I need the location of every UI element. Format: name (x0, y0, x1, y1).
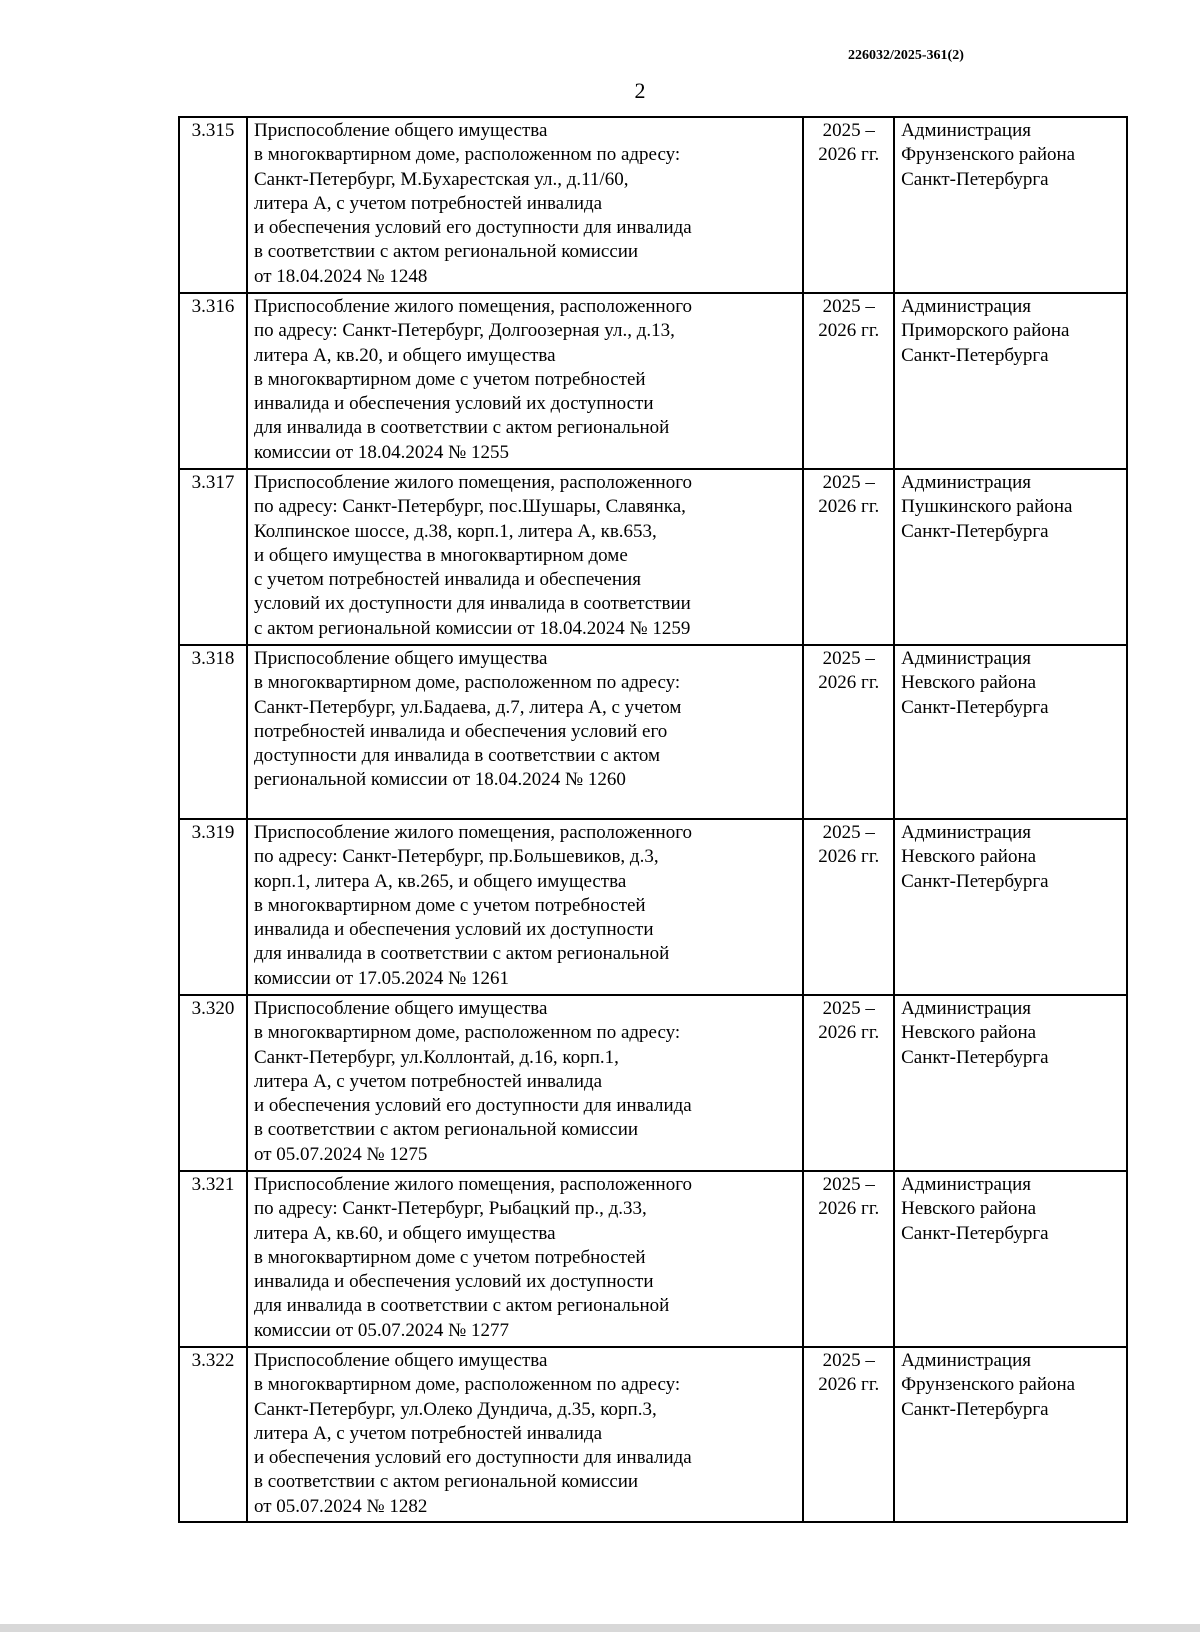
item-number: 3.317 (179, 469, 247, 645)
item-description: Приспособление общего имущества в многоквартирном доме, расположенном по адресу: Санкт-Петербург, ул.Бадаева, д.7, литера А, с учетом потребностей инвалида и обеспечения условий его доступности для инвалида в соответствии с актом региональной комиссии от 18.04.2024 № 1260 (247, 645, 803, 819)
item-description: Приспособление жилого помещения, расположенного по адресу: Санкт-Петербург, пос.Шушары, Славянка, Колпинское шоссе, д.38, корп.1, литера А, кв.653, и общего имущества в многоквартирном доме с учетом потребностей инвалида и обеспечения условий их доступности для инвалида в соответствии с актом региональной комиссии от 18.04.2024 № 1259 (247, 469, 803, 645)
item-number: 3.322 (179, 1347, 247, 1522)
item-executor: Администрация Фрунзенского района Санкт-Петербурга (894, 117, 1127, 293)
item-executor: Администрация Фрунзенского района Санкт-Петербурга (894, 1347, 1127, 1522)
item-number: 3.318 (179, 645, 247, 819)
table-row (179, 645, 1127, 819)
item-number: 3.319 (179, 819, 247, 995)
table-row (179, 293, 1127, 469)
item-executor: Администрация Невского района Санкт-Петербурга (894, 645, 1127, 819)
item-description: Приспособление общего имущества в многоквартирном доме, расположенном по адресу: Санкт-Петербург, ул.Коллонтай, д.16, корп.1, литера А, с учетом потребностей инвалида и обеспечения условий его доступности для инвалида в соответствии с актом региональной комиссии от 05.07.2024 № 1275 (247, 995, 803, 1171)
item-period: 2025 – 2026 гг. (803, 293, 894, 469)
item-executor: Администрация Невского района Санкт-Петербурга (894, 995, 1127, 1171)
item-period: 2025 – 2026 гг. (803, 819, 894, 995)
table-row (179, 117, 1127, 293)
item-description: Приспособление жилого помещения, расположенного по адресу: Санкт-Петербург, Рыбацкий пр., д.33, литера А, кв.60, и общего имущества в многоквартирном доме с учетом потребностей инвалида и обеспечения условий их доступности для инвалида в соответствии с актом региональной комиссии от 05.07.2024 № 1277 (247, 1171, 803, 1347)
item-period: 2025 – 2026 гг. (803, 1347, 894, 1522)
item-executor: Администрация Невского района Санкт-Петербурга (894, 819, 1127, 995)
table-row (179, 1171, 1127, 1347)
item-period: 2025 – 2026 гг. (803, 645, 894, 819)
item-number: 3.320 (179, 995, 247, 1171)
table-row (179, 469, 1127, 645)
item-description: Приспособление общего имущества в многоквартирном доме, расположенном по адресу: Санкт-Петербург, ул.Олеко Дундича, д.35, корп.3, литера А, с учетом потребностей инвалида и обеспечения условий его доступности для инвалида в соответствии с актом региональной комиссии от 05.07.2024 № 1282 (247, 1347, 803, 1522)
table-row (179, 995, 1127, 1171)
item-period: 2025 – 2026 гг. (803, 117, 894, 293)
measures-table (178, 116, 1128, 1523)
item-number: 3.316 (179, 293, 247, 469)
item-number: 3.315 (179, 117, 247, 293)
item-period: 2025 – 2026 гг. (803, 1171, 894, 1347)
document-id: 226032/2025-361(2) (848, 48, 964, 63)
item-description: Приспособление жилого помещения, расположенного по адресу: Санкт-Петербург, пр.Большевиков, д.3, корп.1, литера А, кв.265, и общего имущества в многоквартирном доме с учетом потребностей инвалида и обеспечения условий их доступности для инвалида в соответствии с актом региональной комиссии от 17.05.2024 № 1261 (247, 819, 803, 995)
item-period: 2025 – 2026 гг. (803, 995, 894, 1171)
item-description: Приспособление общего имущества в многоквартирном доме, расположенном по адресу: Санкт-Петербург, М.Бухарестская ул., д.11/60, литера А, с учетом потребностей инвалида и обеспечения условий его доступности для инвалида в соответствии с актом региональной комиссии от 18.04.2024 № 1248 (247, 117, 803, 293)
item-executor: Администрация Приморского района Санкт-Петербурга (894, 293, 1127, 469)
item-period: 2025 – 2026 гг. (803, 469, 894, 645)
item-number: 3.321 (179, 1171, 247, 1347)
item-description: Приспособление жилого помещения, расположенного по адресу: Санкт-Петербург, Долгоозерная ул., д.13, литера А, кв.20, и общего имущества в многоквартирном доме с учетом потребностей инвалида и обеспечения условий их доступности для инвалида в соответствии с актом региональной комиссии от 18.04.2024 № 1255 (247, 293, 803, 469)
item-executor: Администрация Невского района Санкт-Петербурга (894, 1171, 1127, 1347)
item-executor: Администрация Пушкинского района Санкт-Петербурга (894, 469, 1127, 645)
page-number: 2 (634, 78, 646, 103)
scan-edge (0, 1624, 1200, 1632)
table-row (179, 1347, 1127, 1522)
table-row (179, 819, 1127, 995)
